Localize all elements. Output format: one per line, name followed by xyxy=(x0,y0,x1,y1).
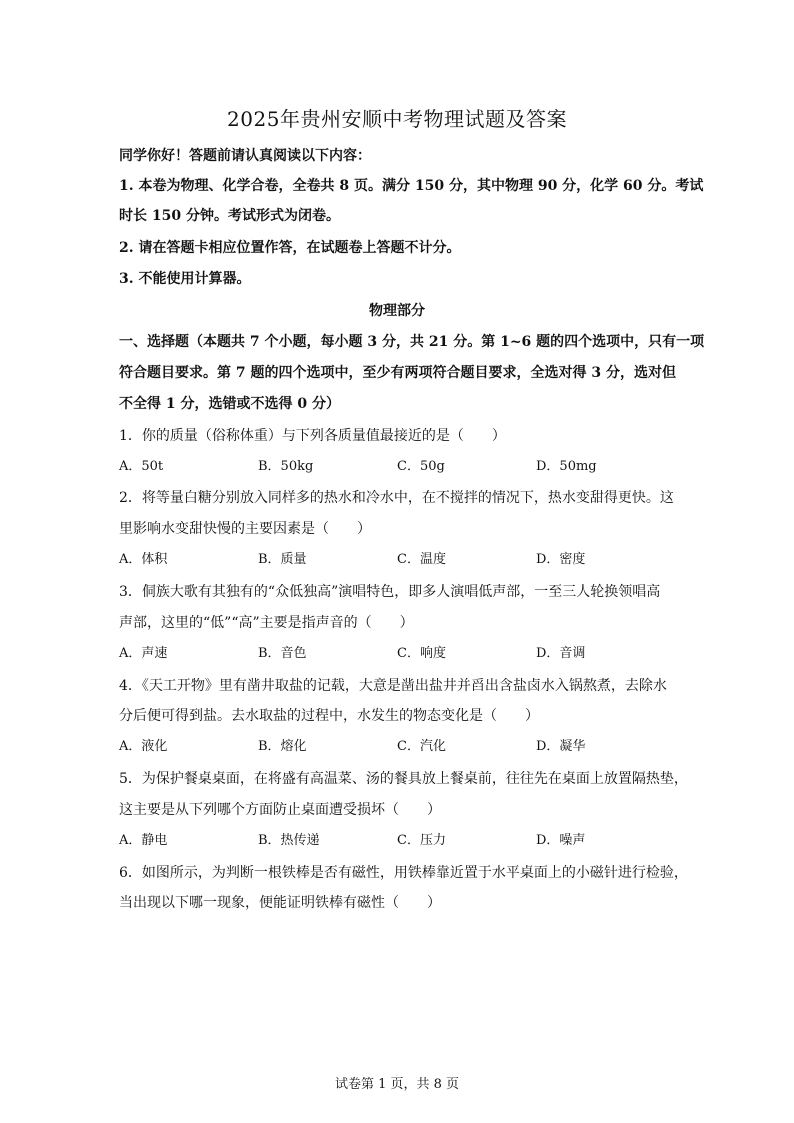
notice-item-2: 2. 请在答题卡相应位置作答，在试题卷上答题不计分。 xyxy=(119,240,461,256)
question-1-option-a: A．50t xyxy=(119,459,164,474)
question-4-option-b: B．熔化 xyxy=(258,739,307,754)
question-3-stem-line-2: 声部，这里的“低”“高”主要是指声音的（ ） xyxy=(119,615,414,631)
question-5-option-c: C．压力 xyxy=(397,833,446,848)
question-4-stem-line-2: 分后便可得到盐。去水取盐的过程中，水发生的物态变化是（ ） xyxy=(119,708,539,724)
notice-greeting: 同学你好！答题前请认真阅读以下内容： xyxy=(119,148,371,164)
question-2-option-d: D．密度 xyxy=(536,552,586,567)
part1-instructions-line-2: 符合题目要求。第 7 题的四个选项中，至少有两项符合题目要求，全选对得 3 分，选对但 xyxy=(119,365,676,381)
question-3-stem-line-1: 3．侗族大歌有其独有的“众低独高”演唱特色，即多人演唱低声部，一至三人轮换领唱高 xyxy=(119,584,661,600)
part1-instructions-line-3: 不全得 1 分，选错或不选得 0 分） xyxy=(119,396,340,412)
question-2-option-c: C．温度 xyxy=(397,552,446,567)
question-1-option-d: D．50mg xyxy=(536,459,597,474)
question-4-stem-line-1: 4．《天工开物》里有凿井取盐的记载，大意是凿出盐井并舀出含盐卤水入锅熬煮，去除水 xyxy=(119,678,667,694)
question-1-option-c: C．50g xyxy=(397,459,445,474)
question-4-option-d: D．凝华 xyxy=(536,739,586,754)
question-5-option-b: B．热传递 xyxy=(258,833,320,848)
notice-item-1-line-2: 时长 150 分钟。考试形式为闭卷。 xyxy=(119,208,340,224)
question-6-stem-line-1: 6．如图所示，为判断一根铁棒是否有磁性，用铁棒靠近置于水平桌面上的小磁针进行检验， xyxy=(119,865,688,881)
question-2-stem-line-2: 里影响水变甜快慢的主要因素是（ ） xyxy=(119,521,371,537)
question-3-option-b: B．音色 xyxy=(258,646,307,661)
section-title: 物理部分 xyxy=(369,303,425,319)
part1-instructions-line-1: 一、选择题（本题共 7 个小题，每小题 3 分，共 21 分。第 1~6 题的四个选项中，只有一项 xyxy=(119,334,705,350)
question-5-option-d: D．噪声 xyxy=(536,833,586,848)
question-1-option-b: B．50kg xyxy=(258,459,314,474)
question-2-option-b: B．质量 xyxy=(258,552,307,567)
question-2-stem-line-1: 2．将等量白糖分别放入同样多的热水和冷水中，在不搅拌的情况下，热水变甜得更快。这 xyxy=(119,490,674,506)
question-2-option-a: A．体积 xyxy=(119,552,168,567)
question-4-option-a: A．液化 xyxy=(119,739,168,754)
question-1-stem-line-1: 1．你的质量（俗称体重）与下列各质量值最接近的是（ ） xyxy=(119,428,506,444)
question-3-option-d: D．音调 xyxy=(536,646,586,661)
notice-item-1-line-1: 1. 本卷为物理、化学合卷，全卷共 8 页。满分 150 分，其中物理 90 分，化学 60 分。考试 xyxy=(119,178,704,194)
notice-item-3: 3. 不能使用计算器。 xyxy=(119,271,251,287)
question-5-option-a: A．静电 xyxy=(119,833,168,848)
page-footer: 试卷第 1 页，共 8 页 xyxy=(334,1077,460,1092)
question-4-option-c: C．汽化 xyxy=(397,739,446,754)
question-3-option-a: A．声速 xyxy=(119,646,168,661)
question-3-option-c: C．响度 xyxy=(397,646,446,661)
question-5-stem-line-2: 这主要是从下列哪个方面防止桌面遭受损坏（ ） xyxy=(119,802,441,818)
page-title: 2025年贵州安顺中考物理试题及答案 xyxy=(227,107,567,131)
question-6-stem-line-2: 当出现以下哪一现象，便能证明铁棒有磁性（ ） xyxy=(119,895,441,911)
question-5-stem-line-1: 5．为保护餐桌桌面，在将盛有高温菜、汤的餐具放上餐桌前，往往先在桌面上放置隔热垫， xyxy=(119,771,688,787)
